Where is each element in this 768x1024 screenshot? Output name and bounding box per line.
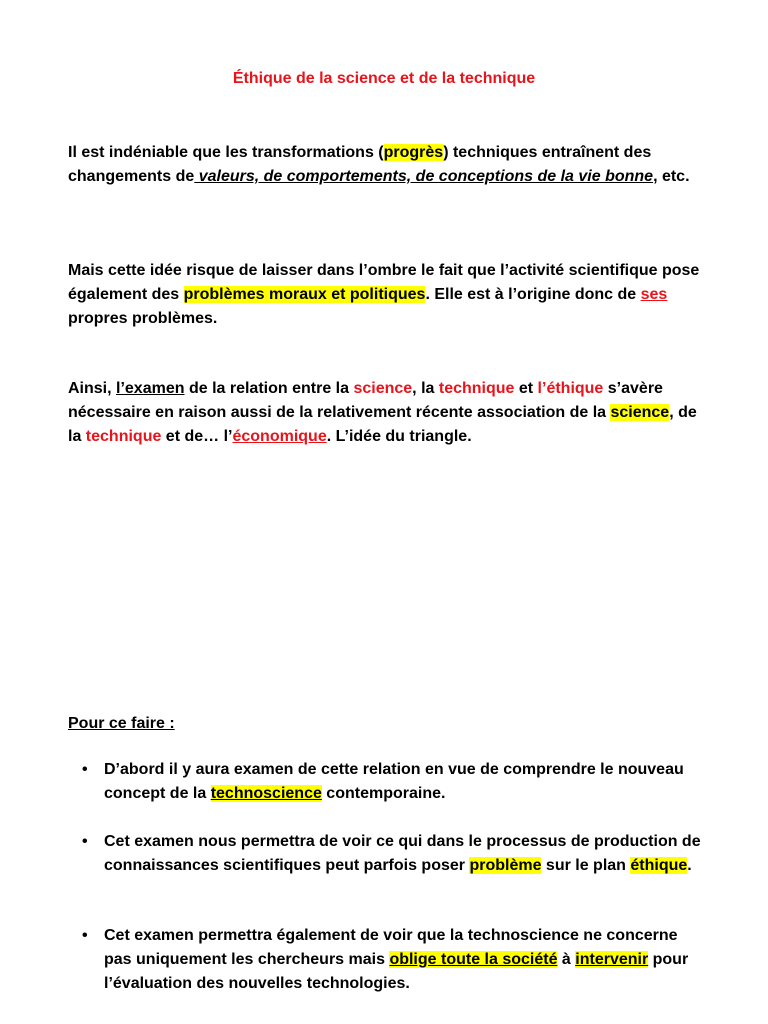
text-run: ) techniques entraînent des changements de: [68, 144, 652, 185]
underlined-examen: l’examen: [116, 380, 185, 397]
highlight-progres: progrès: [383, 144, 444, 161]
text-run: et de… l’: [161, 428, 233, 445]
text-run: D’abord il y aura examen de cette relation en vue de comprendre le nouveau concept de la: [104, 761, 684, 802]
highlight-technoscience: technoscience: [210, 785, 322, 802]
red-technique: technique: [438, 380, 515, 397]
list-item: [68, 830, 708, 878]
text-run: , de la: [68, 404, 697, 445]
highlight-ethique: éthique: [630, 857, 688, 874]
red-ethique: l’éthique: [537, 380, 604, 397]
text-run: Il est indéniable que les transformations (: [68, 144, 384, 161]
highlight-intervenir: intervenir: [575, 951, 649, 968]
red-underlined-economique: économique: [232, 428, 327, 445]
red-underlined-ses: ses: [640, 286, 668, 303]
text-run: Cet examen permettra également de voir que la technoscience ne concerne pas uniquement les chercheurs mais: [104, 927, 678, 968]
highlight-oblige-societe: oblige toute la société: [389, 951, 558, 968]
list-item: [68, 758, 708, 806]
highlight-probleme: problème: [469, 857, 542, 874]
text-run: contemporaine.: [321, 785, 446, 802]
text-run: à: [557, 951, 576, 968]
list-item: [68, 924, 708, 996]
highlight-problemes-moraux: problèmes moraux et politiques: [183, 286, 426, 303]
text-run: Cet examen nous permettra de voir ce qui dans le processus de production de connaissances scientifiques peut parfois poser: [104, 833, 701, 874]
text-run: , la: [412, 380, 439, 397]
text-run: , etc.: [653, 168, 690, 185]
text-run: . L’idée du triangle.: [326, 428, 472, 445]
text-run: pour l’évaluation des nouvelles technologies.: [104, 951, 689, 992]
text-run: et: [514, 380, 538, 397]
text-run: sur le plan: [541, 857, 631, 874]
text-run: de la relation entre la: [184, 380, 354, 397]
bullet-list: [68, 758, 708, 996]
paragraph-moral-problems: [68, 259, 708, 331]
red-technique: technique: [85, 428, 162, 445]
underlined-italic-values: valeurs, de comportements, de conceptions de la vie bonne: [194, 168, 654, 185]
text-run: . Elle est à l’origine donc de: [425, 286, 641, 303]
highlight-science: science: [610, 404, 670, 421]
paragraph-progress: [68, 141, 708, 189]
text-run: propres problèmes.: [68, 310, 218, 327]
text-run: Ainsi,: [68, 380, 117, 397]
document-title: Éthique de la science et de la technique: [232, 70, 536, 87]
text-run: Mais cette idée risque de laisser dans l’ombre le fait que l’activité scientifique pose également des: [68, 262, 700, 303]
text-run: s’avère nécessaire en raison aussi de la relativement récente association de la: [68, 380, 663, 421]
red-science: science: [353, 380, 413, 397]
paragraph-triangle: [68, 377, 708, 449]
text-run: .: [687, 857, 692, 874]
section-heading: Pour ce faire :: [68, 715, 175, 732]
